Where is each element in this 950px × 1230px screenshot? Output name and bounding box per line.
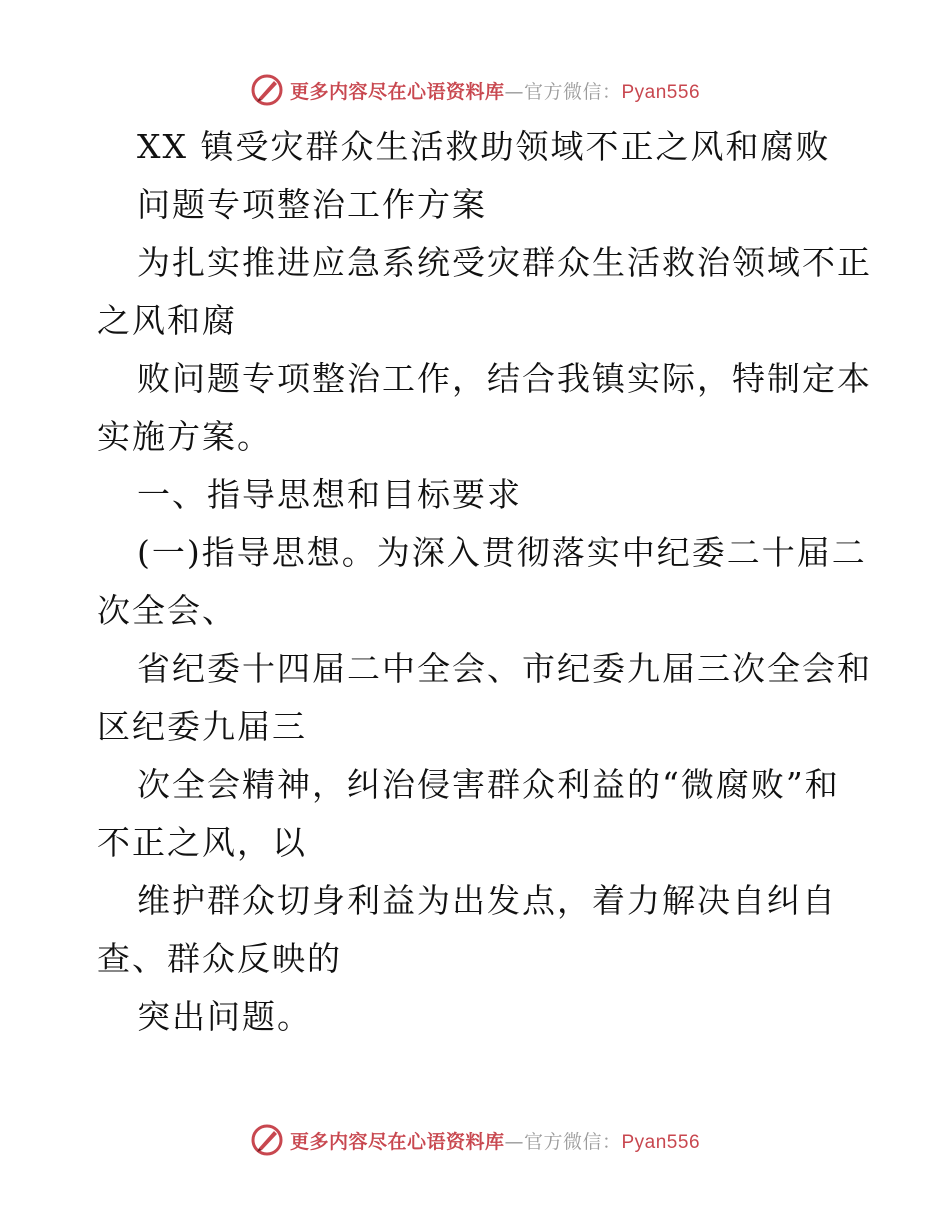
- banner-wechat-id: Pyan556: [621, 1131, 701, 1153]
- document-line: 突出问题。: [137, 997, 312, 1036]
- document-body: [97, 118, 872, 1046]
- document-line: 为扎实推进应急系统受灾群众生活救治领域不正: [137, 243, 872, 282]
- banner-site-name: 更多内容尽在心语资料库: [289, 80, 505, 103]
- document-line: 次全会、: [97, 591, 237, 630]
- document-line: 不正之风，以: [97, 823, 307, 862]
- banner-wechat-label: 官方微信：: [523, 1130, 622, 1153]
- quill-pen-logo-icon: [250, 73, 284, 107]
- banner-text: [290, 77, 700, 104]
- banner-wechat-id: Pyan556: [621, 81, 701, 103]
- document-line: XX 镇受灾群众生活救助领域不正之风和腐败: [137, 127, 831, 166]
- banner-site-name: 更多内容尽在心语资料库: [289, 1130, 505, 1153]
- footer-banner: [0, 1120, 950, 1160]
- document-line: 省纪委十四届二中全会、市纪委九届三次全会和: [137, 649, 872, 688]
- document-line: 问题专项整治工作方案: [137, 185, 487, 224]
- document-line: 败问题专项整治工作，结合我镇实际，特制定本: [137, 359, 872, 398]
- header-banner: [0, 70, 950, 110]
- document-line: 区纪委九届三: [97, 707, 307, 746]
- banner-wechat-label: 官方微信：: [523, 80, 622, 103]
- quill-pen-logo-icon: [250, 1123, 284, 1157]
- document-line: (一)指导思想。为深入贯彻落实中纪委二十届二: [137, 533, 867, 572]
- banner-text: [290, 1127, 700, 1154]
- document-line: 之风和腐: [97, 301, 237, 340]
- document-line: 维护群众切身利益为出发点，着力解决自纠自: [137, 881, 837, 920]
- document-line: 实施方案。: [97, 417, 272, 456]
- banner-separator: —: [504, 80, 524, 103]
- banner-separator: —: [504, 1130, 524, 1153]
- document-line: 次全会精神，纠治侵害群众利益的“微腐败”和: [137, 765, 840, 804]
- document-line: 查、群众反映的: [97, 939, 342, 978]
- document-line: 一、指导思想和目标要求: [137, 475, 522, 514]
